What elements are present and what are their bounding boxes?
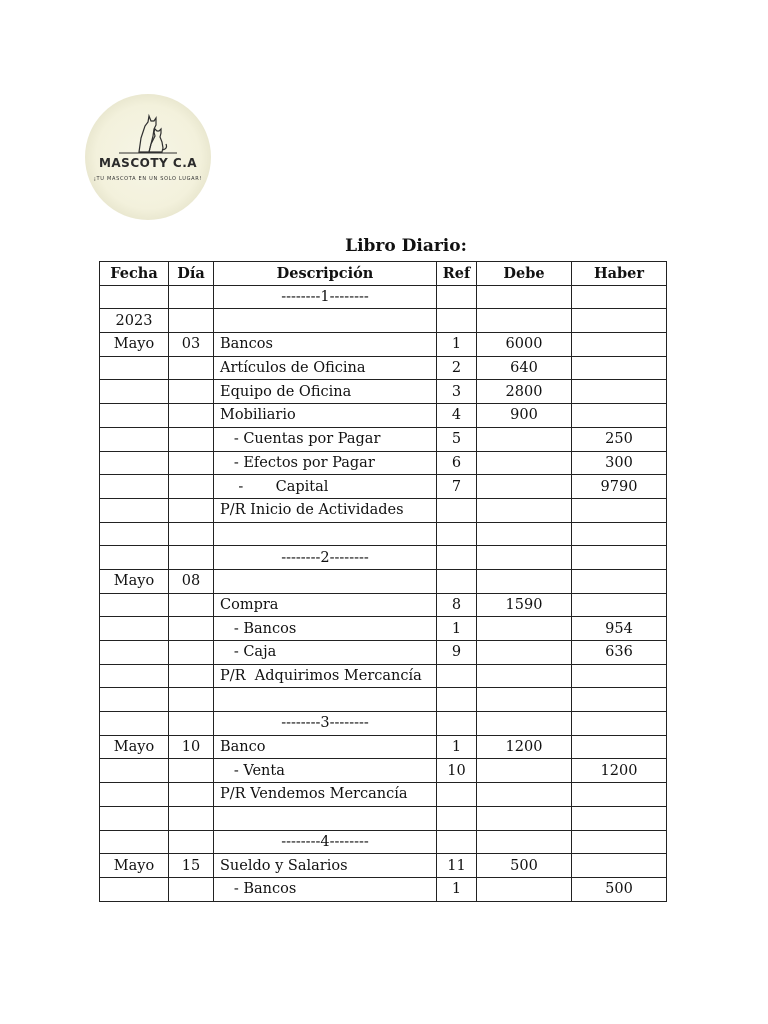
fecha-cell [100,641,169,665]
debe-cell [477,309,572,333]
ref-cell: 3 [437,380,477,404]
fecha-cell [100,712,169,736]
ref-cell: 6 [437,451,477,475]
fecha-cell [100,664,169,688]
descripcion-cell: Sueldo y Salarios [214,854,437,878]
ref-cell: 11 [437,854,477,878]
debe-cell [477,427,572,451]
debe-cell [477,877,572,901]
fecha-cell [100,356,169,380]
table-row [100,688,667,712]
ref-cell: 5 [437,427,477,451]
descripcion-cell: Artículos de Oficina [214,356,437,380]
debe-cell [477,664,572,688]
fecha-cell [100,688,169,712]
dia-cell: 15 [169,854,214,878]
ref-cell [437,309,477,333]
haber-cell [572,735,667,759]
table-row [100,854,667,878]
table-row [100,664,667,688]
debe-cell: 2800 [477,380,572,404]
header-fecha: Fecha [100,262,169,286]
ref-cell [437,688,477,712]
descripcion-cell: P/R Inicio de Actividades [214,498,437,522]
fecha-cell [100,498,169,522]
journal-table [99,261,667,902]
ref-cell: 2 [437,356,477,380]
dia-cell [169,356,214,380]
ref-cell [437,569,477,593]
descripcion-cell: - Bancos [214,877,437,901]
dia-cell [169,664,214,688]
debe-cell [477,641,572,665]
ref-cell [437,712,477,736]
fecha-cell [100,404,169,428]
table-row [100,404,667,428]
haber-cell [572,498,667,522]
table-row [100,356,667,380]
table-row [100,830,667,854]
debe-cell: 1200 [477,735,572,759]
header-dia: Día [169,262,214,286]
haber-cell [572,593,667,617]
header-ref: Ref [437,262,477,286]
page-title: Libro Diario: [345,236,467,256]
ref-cell: 10 [437,759,477,783]
ref-cell: 7 [437,475,477,499]
dia-cell: 10 [169,735,214,759]
dia-cell: 08 [169,569,214,593]
fecha-cell [100,806,169,830]
table-row [100,285,667,309]
haber-cell: 9790 [572,475,667,499]
haber-cell: 954 [572,617,667,641]
table-row [100,569,667,593]
ref-cell [437,498,477,522]
debe-cell [477,688,572,712]
descripcion-cell: - Cuentas por Pagar [214,427,437,451]
debe-cell [477,617,572,641]
fecha-cell [100,617,169,641]
debe-cell: 500 [477,854,572,878]
fecha-cell [100,830,169,854]
table-row [100,546,667,570]
fecha-cell: Mayo [100,333,169,357]
fecha-cell [100,877,169,901]
fecha-cell [100,546,169,570]
dia-cell [169,759,214,783]
table-row [100,522,667,546]
haber-cell [572,380,667,404]
haber-cell: 250 [572,427,667,451]
ref-cell [437,522,477,546]
dia-cell [169,522,214,546]
dia-cell [169,688,214,712]
ref-cell [437,806,477,830]
haber-cell [572,522,667,546]
haber-cell [572,285,667,309]
haber-cell [572,830,667,854]
header-debe: Debe [477,262,572,286]
fecha-cell [100,380,169,404]
dia-cell [169,783,214,807]
table-row [100,380,667,404]
descripcion-cell [214,569,437,593]
debe-cell: 1590 [477,593,572,617]
debe-cell: 900 [477,404,572,428]
debe-cell [477,569,572,593]
debe-cell [477,830,572,854]
dia-cell [169,404,214,428]
haber-cell [572,356,667,380]
dia-cell [169,546,214,570]
ref-cell [437,285,477,309]
dia-cell [169,617,214,641]
dia-cell [169,877,214,901]
fecha-cell [100,593,169,617]
ref-cell [437,830,477,854]
ref-cell [437,664,477,688]
table-header-row [100,262,667,286]
table-row [100,333,667,357]
debe-cell [477,498,572,522]
descripcion-cell: Equipo de Oficina [214,380,437,404]
table-row [100,617,667,641]
haber-cell [572,404,667,428]
debe-cell [477,783,572,807]
dia-cell [169,380,214,404]
table-body [100,285,667,901]
descripcion-cell: - Caja [214,641,437,665]
descripcion-cell: Banco [214,735,437,759]
descripcion-cell: - Capital [214,475,437,499]
fecha-cell: Mayo [100,854,169,878]
table-row [100,593,667,617]
ref-cell: 1 [437,333,477,357]
fecha-cell [100,451,169,475]
ref-cell: 4 [437,404,477,428]
haber-cell [572,806,667,830]
fecha-cell [100,759,169,783]
fecha-cell: Mayo [100,735,169,759]
debe-cell: 640 [477,356,572,380]
descripcion-cell: Compra [214,593,437,617]
debe-cell [477,806,572,830]
table-row [100,498,667,522]
dia-cell [169,309,214,333]
descripcion-cell: - Bancos [214,617,437,641]
fecha-cell [100,475,169,499]
debe-cell [477,285,572,309]
dia-cell [169,427,214,451]
haber-cell [572,569,667,593]
ref-cell [437,783,477,807]
haber-cell [572,712,667,736]
descripcion-cell: P/R Adquirimos Mercancía [214,664,437,688]
descripcion-cell [214,309,437,333]
debe-cell [477,475,572,499]
ref-cell: 8 [437,593,477,617]
debe-cell [477,451,572,475]
table-row [100,712,667,736]
table-row [100,641,667,665]
debe-cell [477,759,572,783]
haber-cell [572,854,667,878]
descripcion-cell [214,522,437,546]
ref-cell: 9 [437,641,477,665]
table-row [100,451,667,475]
table-row [100,427,667,451]
dia-cell [169,451,214,475]
haber-cell: 636 [572,641,667,665]
dia-cell [169,806,214,830]
dia-cell [169,712,214,736]
ref-cell [437,546,477,570]
haber-cell [572,546,667,570]
fecha-cell [100,783,169,807]
ref-cell: 1 [437,617,477,641]
table-row [100,475,667,499]
dia-cell [169,830,214,854]
debe-cell: 6000 [477,333,572,357]
fecha-cell [100,427,169,451]
dia-cell [169,475,214,499]
table-row [100,806,667,830]
table-row [100,759,667,783]
fecha-cell: Mayo [100,569,169,593]
dia-cell [169,593,214,617]
haber-cell: 500 [572,877,667,901]
haber-cell: 300 [572,451,667,475]
debe-cell [477,546,572,570]
dia-cell [169,641,214,665]
haber-cell: 1200 [572,759,667,783]
table-row [100,735,667,759]
descripcion-cell [214,806,437,830]
logo-tagline: ¡TU MASCOTA EN UN SOLO LUGAR! [93,176,203,182]
fecha-cell: 2023 [100,309,169,333]
debe-cell [477,522,572,546]
dia-cell [169,498,214,522]
fecha-cell [100,285,169,309]
table-row [100,309,667,333]
dia-cell [169,285,214,309]
table-row [100,877,667,901]
haber-cell [572,688,667,712]
descripcion-cell: --------4-------- [214,830,437,854]
table-row [100,783,667,807]
descripcion-cell [214,688,437,712]
descripcion-cell: Bancos [214,333,437,357]
descripcion-cell: P/R Vendemos Mercancía [214,783,437,807]
descripcion-cell: - Venta [214,759,437,783]
header-haber: Haber [572,262,667,286]
haber-cell [572,783,667,807]
dia-cell: 03 [169,333,214,357]
descripcion-cell: --------1-------- [214,285,437,309]
haber-cell [572,309,667,333]
debe-cell [477,712,572,736]
fecha-cell [100,522,169,546]
company-logo [85,94,211,220]
logo-name: MASCOTY C.A [98,156,198,170]
header-descripcion: Descripción [214,262,437,286]
haber-cell [572,664,667,688]
descripcion-cell: --------2-------- [214,546,437,570]
descripcion-cell: Mobiliario [214,404,437,428]
ref-cell: 1 [437,877,477,901]
descripcion-cell: - Efectos por Pagar [214,451,437,475]
haber-cell [572,333,667,357]
descripcion-cell: --------3-------- [214,712,437,736]
ref-cell: 1 [437,735,477,759]
